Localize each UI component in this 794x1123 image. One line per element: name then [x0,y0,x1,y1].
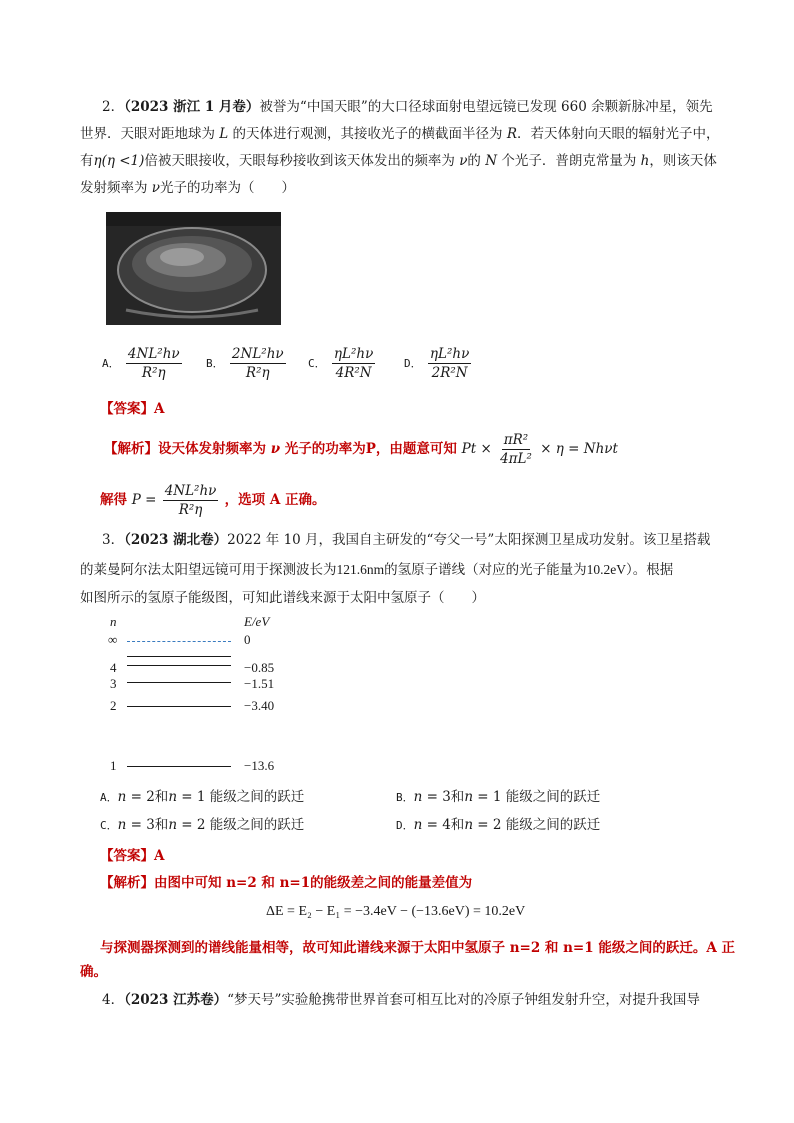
q3-option-a: A．n = 2和n = 1 能级之间的跃迁 [100,789,305,805]
q2-analysis-equation: Pt × $\frac{\text{πR²}}{\text{4πL²}}$ × η = Nhνt [461,432,618,467]
level-2-n: 2 [110,698,117,713]
q2-line-1: 2．（2023 浙江 1 月卷）被誉为“中国天眼”的大口径球面射电望远镜已发现 660 余颗新脉冲星，领先 [102,99,713,115]
level-4-e: −0.85 [244,660,275,675]
level-1-line [127,766,231,767]
level-5-line [127,656,231,657]
q2-line-3: 有η(η <1)倍被天眼接收，天眼每秒接收到该天体发出的频率为 ν的 N 个光子．普朗克常量为 h，则该天体 [80,153,717,169]
q3-conclusion-2: 确。 [80,964,107,980]
telescope-dish-image [106,212,281,325]
level-3-e: −1.51 [244,676,275,691]
q2-option-c: C． $\frac{\text{ηL²hν}}{\text{4R²N}}$ [308,346,374,381]
q2-option-a: A． $\frac{\text{4NL²hν}}{\text{R²η}}$ [102,346,180,381]
level-inf-e: 0 [244,632,251,647]
q2-line-2: 世界．天眼对距地球为 L 的天体进行观测，其接收光子的横截面半径为 R．若天体射向天眼的辐射光子中， [80,126,720,142]
q2-analysis: 【解析】设天体发射频率为 ν 光子的功率为P，由题意可知 Pt × $\frac{\text{πR²}}{\text{4πL²}}$ × η = Nhνt [104,432,618,467]
level-1-e: −13.6 [244,758,275,773]
level-3-n: 3 [110,676,117,691]
level-3-line [127,682,231,683]
level-1-n: 1 [110,758,117,773]
level-4-n: 4 [110,660,117,675]
q3-equation: ΔE = E₂ − E₁ = −3.4eV − (−13.6eV) = 10.2eV [266,904,526,919]
q3-line-2: 的莱曼阿尔法太阳望远镜可用于探测波长为121.6nm的氢原子谱线（对应的光子能量为10.2eV）。根据 [80,562,674,578]
level-4-line [127,665,231,666]
q3-conclusion-1: 与探测器探测到的谱线能量相等，故可知此谱线来源于太阳中氢原子 n=2 和 n=1 能级之间的跃迁。A 正 [100,940,736,956]
level-inf-n: ∞ [108,632,118,647]
diagram-e-header: E/eV [244,614,270,629]
q2-answer: 【答案】A [100,401,165,417]
q4-line-1: 4．（2023 江苏卷）“梦天号”实验舱携带世界首套可相互比对的冷原子钟组发射升空，对提升我国导 [102,992,700,1008]
q2-option-d: D． $\frac{\text{ηL²hν}}{\text{2R²N}}$ [404,346,470,381]
q3-answer: 【答案】A [100,848,165,864]
level-inf-line [127,641,231,642]
q2-option-b: B． $\frac{\text{2NL²hν}}{\text{R²η}}$ [206,346,284,381]
q2-solution-equation: P = $\frac{\text{4NL²hν}}{\text{R²η}}$ [131,483,217,518]
q2-solution: 解得 P = $\frac{\text{4NL²hν}}{\text{R²η}}$ ，选项 A 正确。 [100,483,326,518]
q3-option-b: B．n = 3和n = 1 能级之间的跃迁 [396,789,601,805]
q3-line-1: 3．（2023 湖北卷）2022 年 10 月，我国自主研发的“夸父一号”太阳探测卫星成功发射。该卫星搭载 [102,532,711,548]
q2-line-4: 发射频率为 ν光子的功率为（ ） [80,180,296,196]
telescope-photo [106,212,281,325]
level-2-e: −3.40 [244,698,275,713]
q3-analysis: 【解析】由图中可知 n=2 和 n=1的能级差之间的能量差值为 [100,875,473,891]
diagram-n-header: n [110,614,117,629]
q3-option-c: C．n = 3和n = 2 能级之间的跃迁 [100,817,305,833]
q3-option-d: D．n = 4和n = 2 能级之间的跃迁 [396,817,601,833]
level-2-line [127,706,231,707]
q3-line-3: 如图所示的氢原子能级图，可知此谱线来源于太阳中氢原子（ ） [80,590,485,606]
